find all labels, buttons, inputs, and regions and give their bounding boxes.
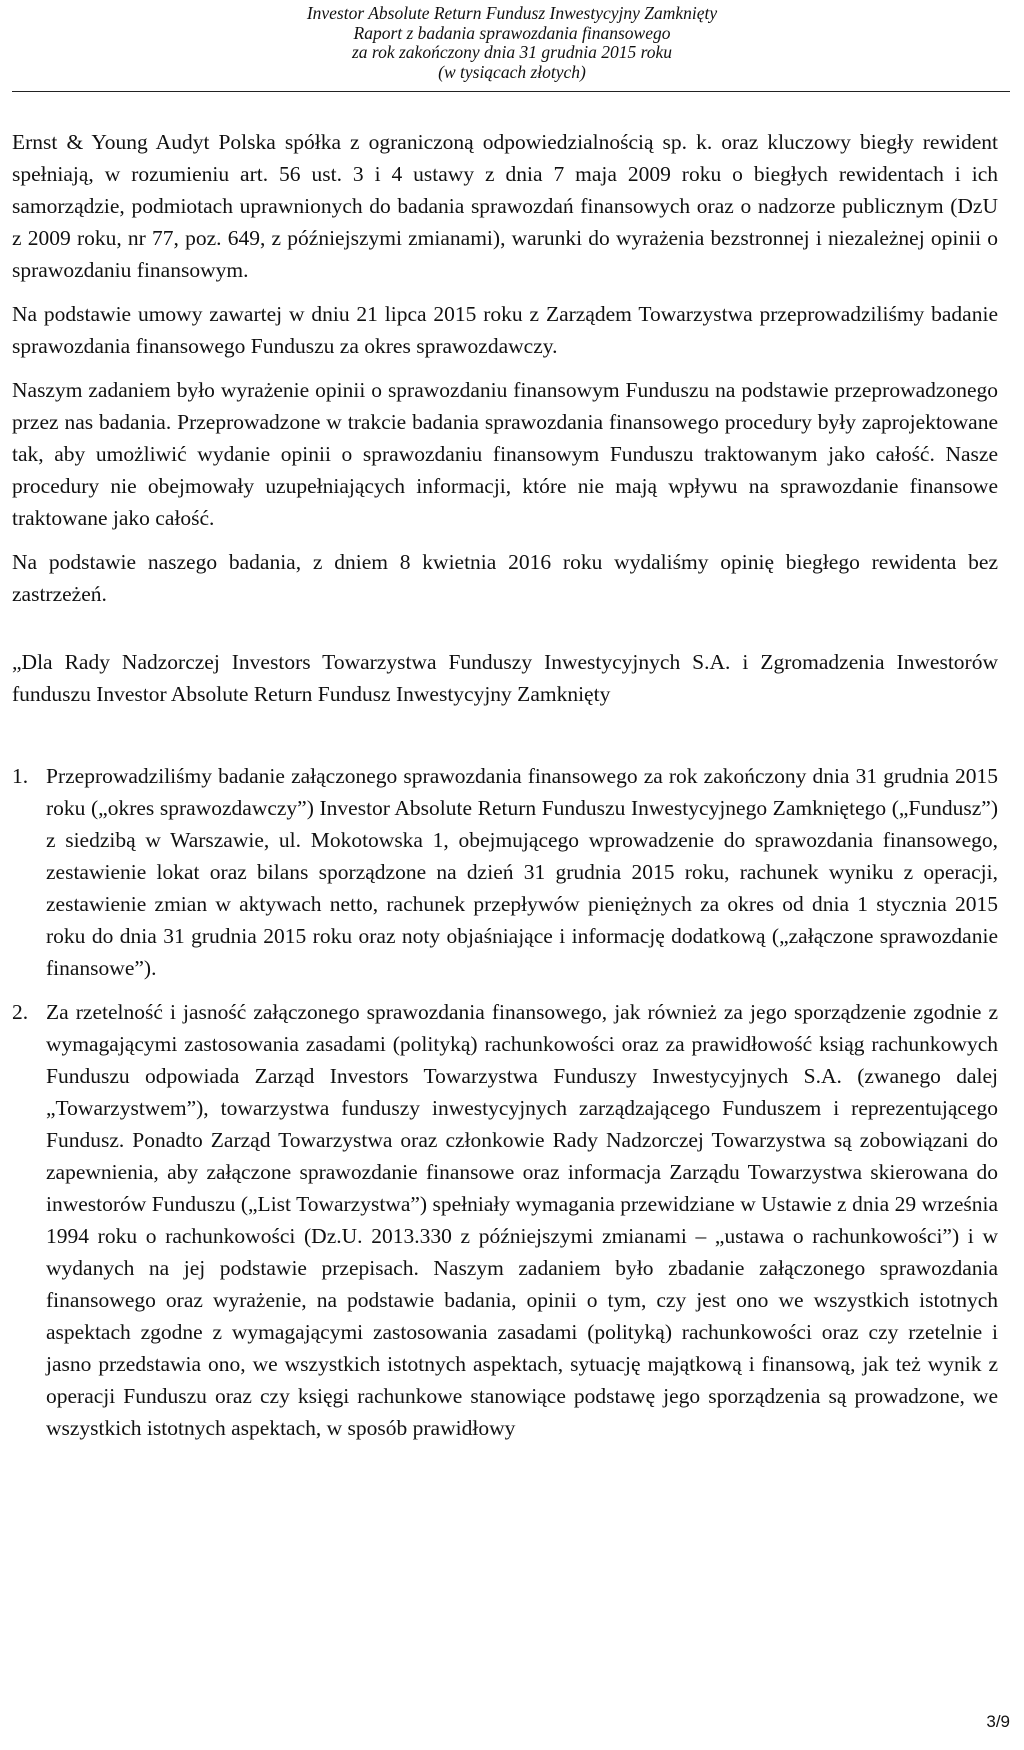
numbered-item-1 <box>12 760 998 984</box>
scope-paragraph: Naszym zadaniem było wyrażenie opinii o sprawozdaniu finansowym Funduszu na podstawie przeprowadzonego przez nas badania. Przeprowadzone w trakcie badania sprawozdania finansowego procedury były zaprojektowane tak, aby umożliwić wydanie opinii o sprawozdaniu finansowym Funduszu traktowanym jako całość. Nasze procedury nie obejmowały uzupełniających informacji, które nie mają wpływu na sprawozdanie finansowe traktowane jako całość. <box>12 378 998 530</box>
page-number: 3/9 <box>986 1712 1010 1731</box>
item-number: 1. <box>12 764 29 788</box>
numbered-item-2 <box>12 996 998 1444</box>
item-text: Za rzetelność i jasność załączonego sprawozdania finansowego, jak również za jego sporządzenie zgodnie z wymagającymi zastosowania zasadami (polityką) rachunkowości oraz za prawidłowość ksiąg rachunkowych Funduszu odpowiada Zarząd Investors Towarzystwa Funduszy Inwestycyjnych S.A. (zwanego dalej „Towarzystwem”), towarzystwa funduszy inwestycyjnych zarządzającego Funduszem i reprezentującego Fundusz. Ponadto Zarząd Towarzystwa oraz członkowie Rady Nadzorczej Towarzystwa są zobowiązani do zapewnienia, aby załączone sprawozdanie finansowe oraz informacja Zarządu Towarzystwa skierowana do inwestorów Funduszu („List Towarzystwa”) spełniały wymagania przewidziane w Ustawie z dnia 29 września 1994 roku o rachunkowości (Dz.U. 2013.330 z późniejszymi zmianami – „ustawa o rachunkowości”) i w wydanych na jej podstawie przepisach. Naszym zadaniem było zbadanie załączonego sprawozdania finansowego oraz wyrażenie, na podstawie badania, opinii o tym, czy jest ono we wszystkich istotnych aspektach zgodne z wymagającymi zastosowania zasadami (polityką) rachunkowości oraz czy rzetelnie i jasno przedstawia ono, we wszystkich istotnych aspektach, sytuację majątkową i finansową, jak też wynik z operacji Funduszu oraz czy księgi rachunkowe stanowiące podstawę jego sporządzenia są prowadzone, we wszystkich istotnych aspektach, w sposób prawidłowy <box>46 1000 998 1440</box>
document-body <box>12 126 998 1456</box>
opinion-date-paragraph: Na podstawie naszego badania, z dniem 8 kwietnia 2016 roku wydaliśmy opinię biegłego rewidenta bez zastrzeżeń. <box>12 550 998 606</box>
addressee-paragraph: „Dla Rady Nadzorczej Investors Towarzystwa Funduszy Inwestycyjnych S.A. i Zgromadzenia Inwestorów funduszu Investor Absolute Return Fundusz Inwestycyjny Zamknięty <box>12 650 998 706</box>
engagement-paragraph: Na podstawie umowy zawartej w dniu 21 lipca 2015 roku z Zarządem Towarzystwa przeprowadziliśmy badanie sprawozdania finansowego Funduszu za okres sprawozdawczy. <box>12 302 998 358</box>
header-units: (w tysiącach złotych) <box>438 61 586 82</box>
header-report-title: Raport z badania sprawozdania finansowego <box>353 22 671 43</box>
header-period: za rok zakończony dnia 31 grudnia 2015 roku <box>352 42 672 62</box>
spacer <box>12 610 998 646</box>
header-divider <box>12 91 1010 92</box>
page-header <box>0 4 1024 82</box>
item-number: 2. <box>12 1000 29 1024</box>
spacer <box>12 710 998 760</box>
independence-paragraph: Ernst & Young Audyt Polska spółka z ograniczoną odpowiedzialnością sp. k. oraz kluczowy biegły rewident spełniają, w rozumieniu art. 56 ust. 3 i 4 ustawy z dnia 7 maja 2009 roku o biegłych rewidentach i ich samorządzie, podmiotach uprawnionych do badania sprawozdań finansowych oraz o nadzorze publicznym (DzU z 2009 roku, nr 77, poz. 649, z późniejszymi zmianami), warunki do wyrażenia bezstronnej i niezależnej opinii o sprawozdaniu finansowym. <box>12 130 998 282</box>
item-text: Przeprowadziliśmy badanie załączonego sprawozdania finansowego za rok zakończony dnia 31 grudnia 2015 roku („okres sprawozdawczy”) Investor Absolute Return Funduszu Inwestycyjnego Zamkniętego („Fundusz”) z siedzibą w Warszawie, ul. Mokotowska 1, obejmującego wprowadzenie do sprawozdania finansowego, zestawienie lokat oraz bilans sporządzone na dzień 31 grudnia 2015 roku, rachunek wyniku z operacji, zestawienie zmian w aktywach netto, rachunek przepływów pieniężnych za okres od dnia 1 stycznia 2015 roku do dnia 31 grudnia 2015 roku oraz noty objaśniające i informację dodatkową („załączone sprawozdanie finansowe”). <box>46 764 998 980</box>
header-fund-name: Investor Absolute Return Fundusz Inwestycyjny Zamknięty <box>306 3 718 23</box>
